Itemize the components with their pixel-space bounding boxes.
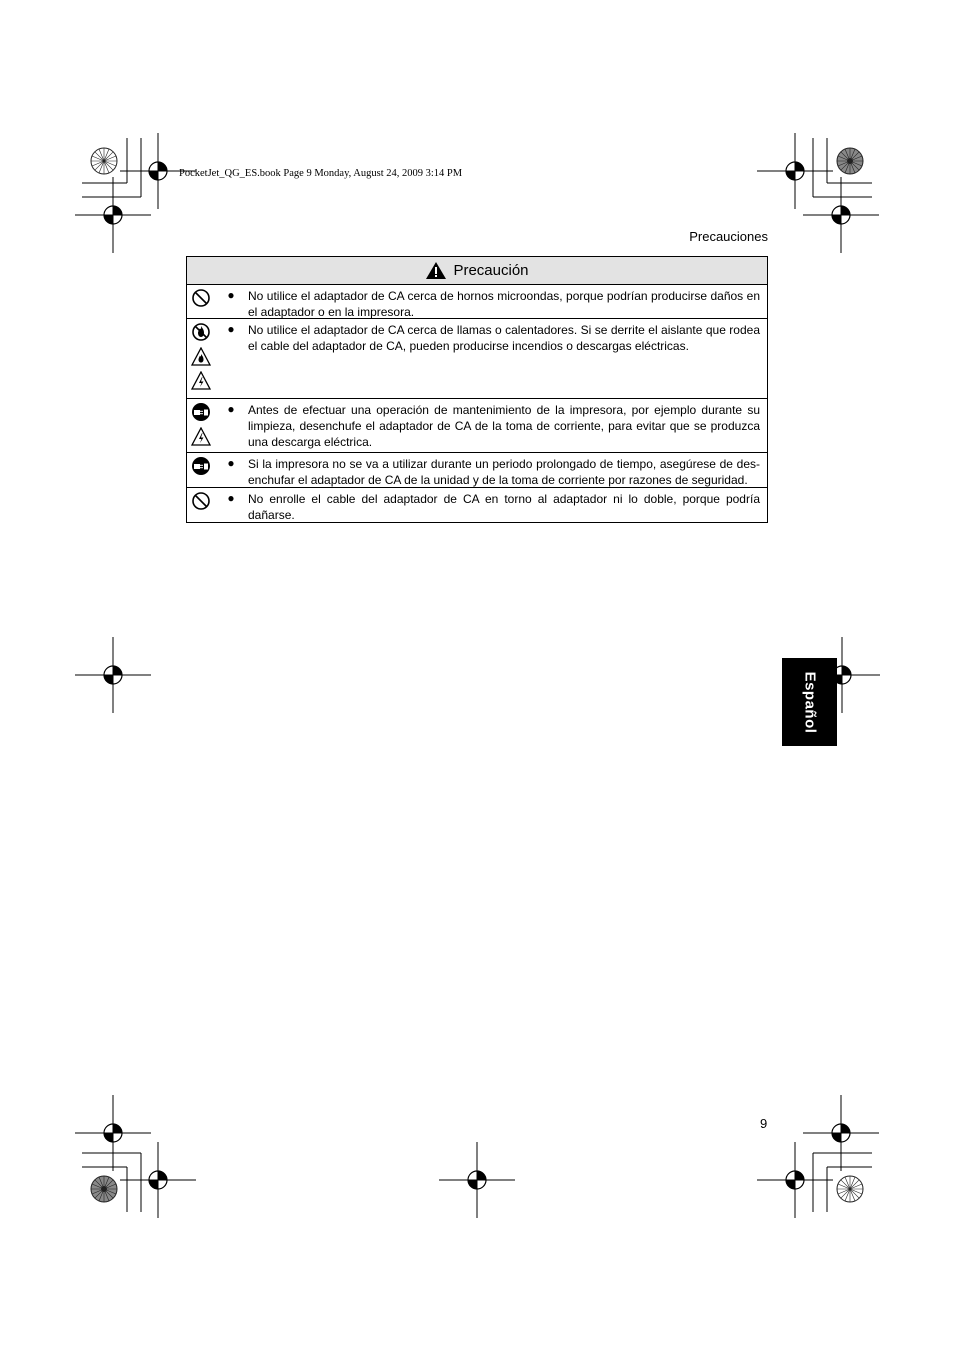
page-number: 9	[760, 1116, 768, 1131]
caution-text: No utilice el adaptador de CA cerca de hornos microondas, porque podrían producirse daños en el adaptador o en la impresora.	[248, 289, 760, 319]
caution-row	[187, 285, 767, 319]
unplug-icon	[191, 402, 211, 422]
caution-row	[187, 319, 767, 399]
electric-shock-warning-icon	[191, 427, 211, 446]
prohibition-icon	[191, 491, 211, 511]
language-tab	[782, 658, 837, 746]
caution-row	[187, 453, 767, 488]
prohibition-icon	[191, 288, 211, 308]
caution-title: Precaución	[453, 262, 529, 279]
caution-row	[187, 488, 767, 522]
bullet: ●	[227, 288, 235, 302]
warning-triangle-icon	[425, 261, 447, 280]
caution-text: No enrolle el cable del adaptador de CA en torno al adaptador ni lo doble, porque podría dañarse.	[248, 492, 760, 522]
bullet: ●	[227, 456, 235, 470]
fire-warning-icon	[191, 347, 211, 366]
row-icons	[187, 453, 214, 487]
caution-text: Antes de efectuar una operación de mantenimiento de la impresora, por ejemplo durante su limpieza, desenchufe el adaptador de CA de la toma de corriente, para evitar que se produzca una descarga eléctrica.	[248, 403, 760, 449]
row-icons	[187, 285, 214, 318]
row-icons	[187, 319, 214, 398]
caution-header	[187, 257, 767, 285]
row-icons	[187, 488, 214, 522]
running-head: Precauciones	[689, 229, 768, 244]
caution-text: No utilice el adaptador de CA cerca de llamas o calentadores. Si se derrite el aislante que rodea el cable del adaptador de CA, pueden producirse incendios o descargas eléctricas.	[248, 323, 760, 353]
row-icons	[187, 399, 214, 452]
unplug-icon	[191, 456, 211, 476]
file-info-line: PocketJet_QG_ES.book Page 9 Monday, August 24, 2009 3:14 PM	[179, 168, 463, 179]
bullet: ●	[227, 402, 235, 416]
bullet: ●	[227, 322, 235, 336]
language-tab-label: Español	[801, 671, 819, 733]
no-fire-icon	[191, 322, 211, 342]
bullet: ●	[227, 491, 235, 505]
caution-table	[186, 256, 768, 523]
caution-row	[187, 399, 767, 453]
electric-shock-warning-icon	[191, 371, 211, 390]
caution-text: Si la impresora no se va a utilizar durante un periodo prolongado de tiempo, asegúrese de des-enchufar el adaptador de CA de la unidad y de la toma de corriente por razones de seguridad.	[248, 457, 760, 487]
